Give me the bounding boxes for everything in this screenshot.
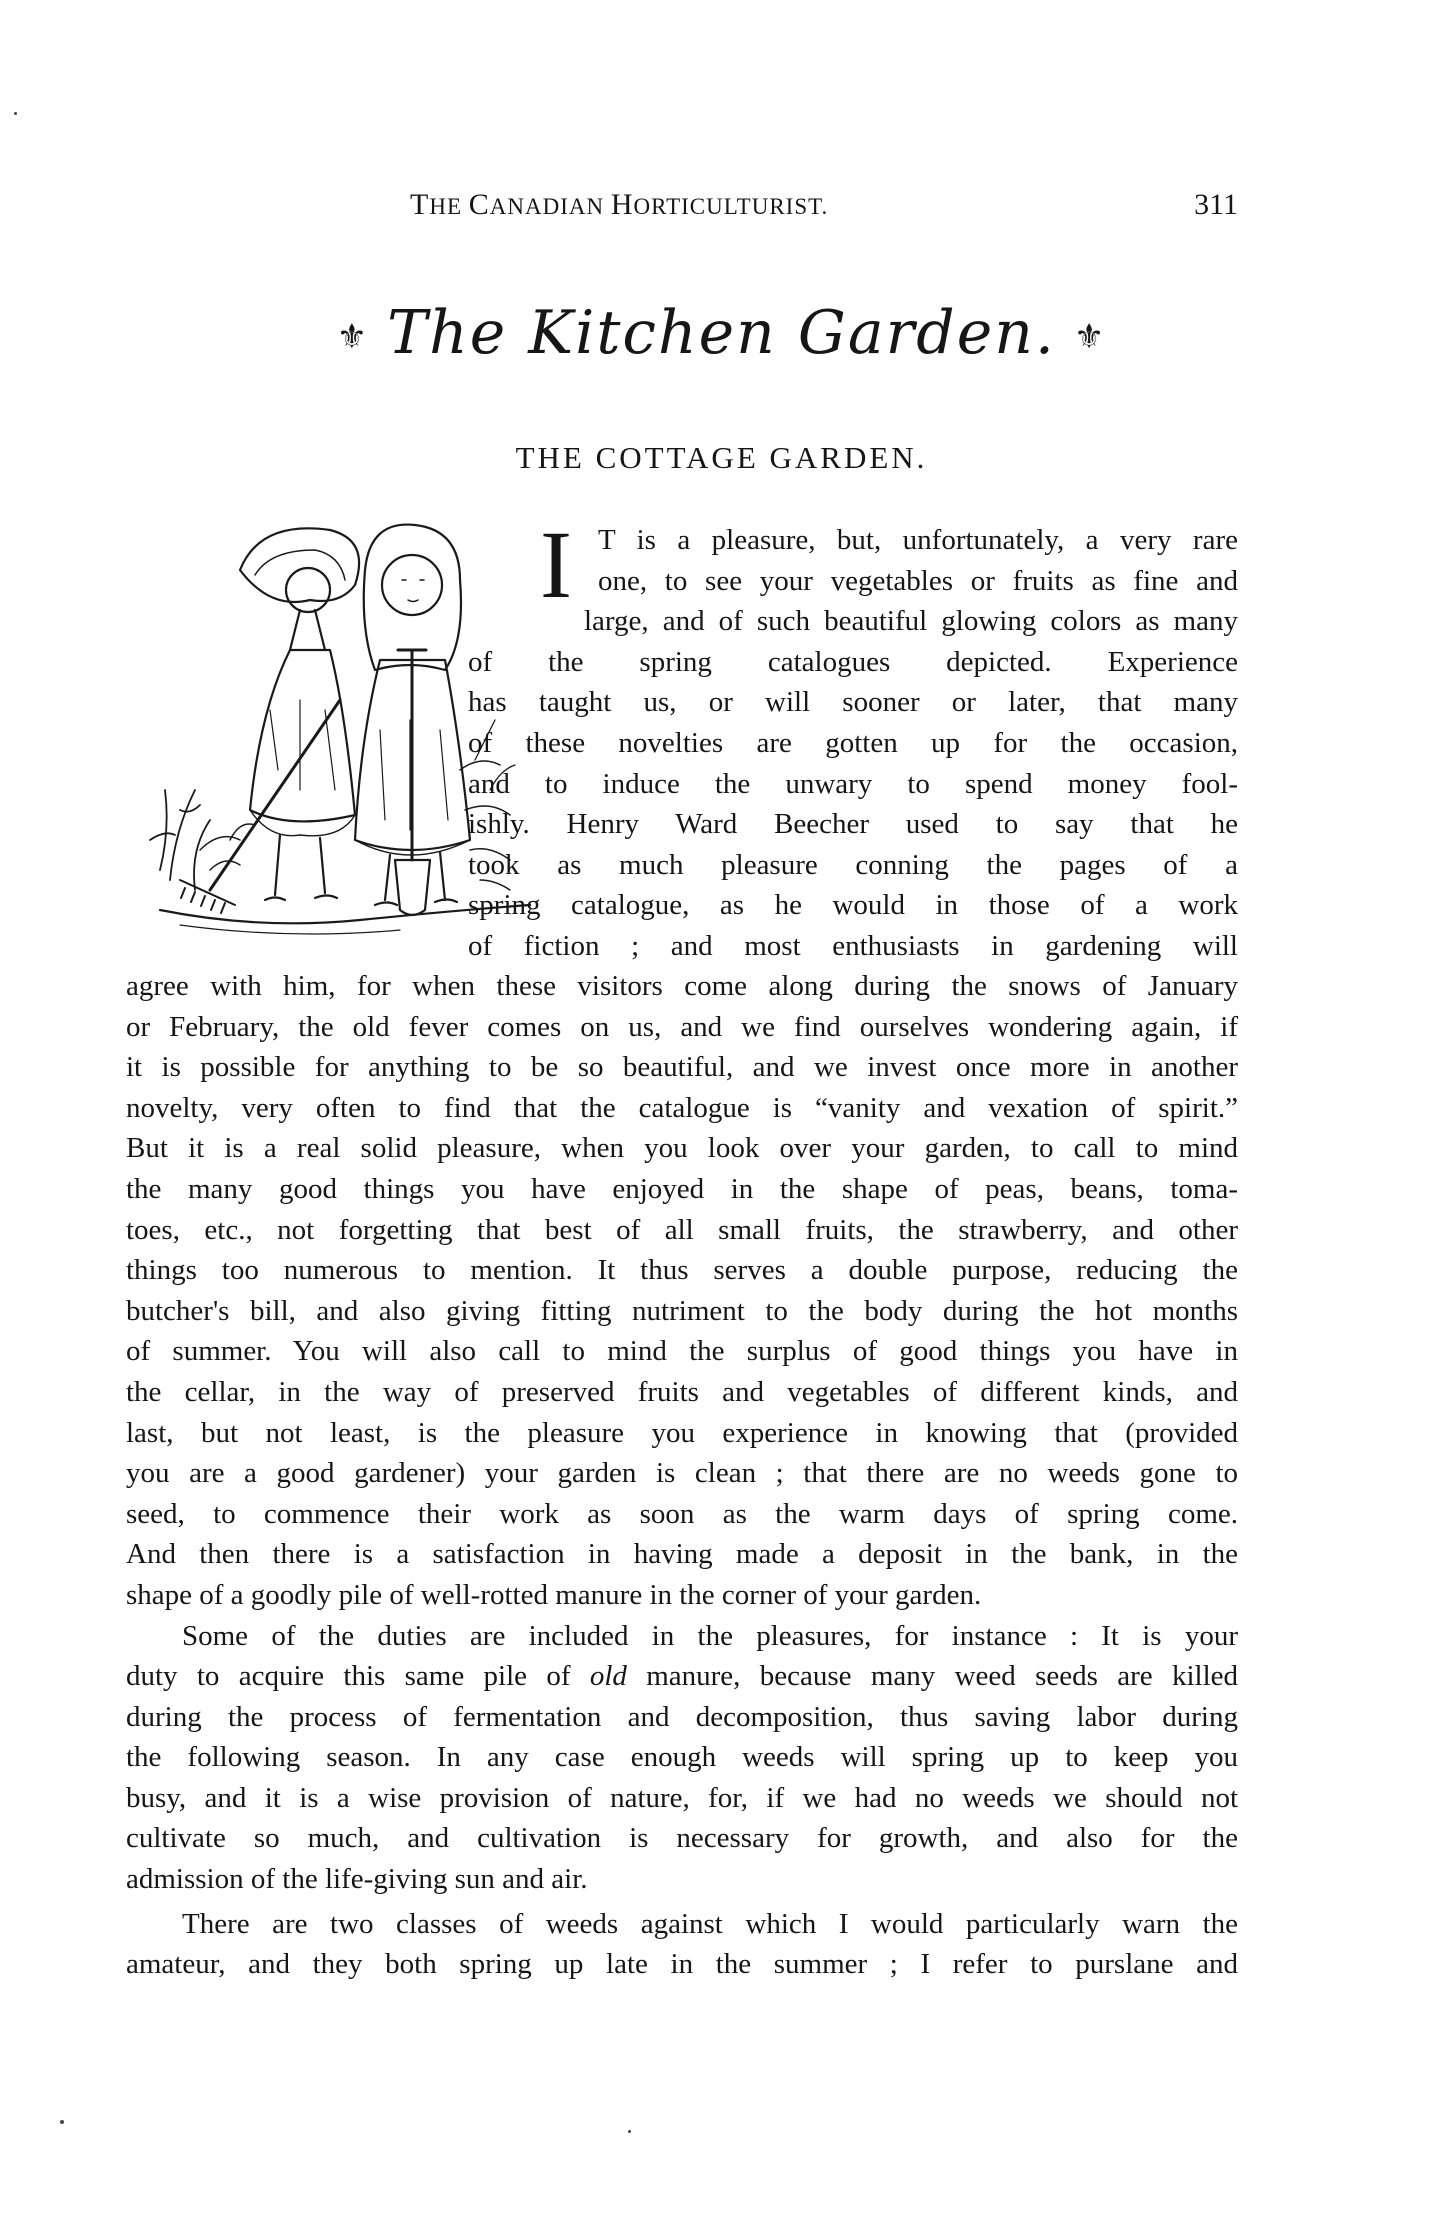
running-head-part: H	[610, 188, 634, 221]
running-head-part: C	[468, 188, 490, 221]
section-title-text: The Kitchen Garden.	[387, 298, 1056, 368]
print-speck	[628, 2130, 631, 2133]
drop-cap: I	[540, 511, 572, 618]
text-line: duty to acquire this same pile of old manure, because many weed seeds are killed	[126, 1660, 1238, 1693]
text-line: or February, the old fever comes on us, and we find ourselves wondering again, if	[126, 1010, 1238, 1043]
print-speck	[14, 112, 17, 115]
text-line: butcher's bill, and also giving fitting nutriment to the body during the hot months	[126, 1294, 1238, 1327]
text-line: large, and of such beautiful glowing colors as many	[583, 605, 1238, 638]
fleuron-left-icon: ⚜	[336, 317, 370, 358]
text-line: admission of the life-giving sun and air.	[126, 1863, 588, 1896]
text-line: There are two classes of weeds against which I would particularly warn the	[182, 1907, 1238, 1940]
page-number: 311	[1194, 188, 1238, 221]
article-title: THE COTTAGE GARDEN.	[515, 440, 928, 475]
text-line: the many good things you have enjoyed in the shape of peas, beans, toma-	[126, 1172, 1238, 1205]
text-line: one, to see your vegetables or fruits as fine and	[597, 564, 1238, 597]
text-line: of the spring catalogues depicted. Experience	[468, 645, 1238, 678]
text-line: cultivate so much, and cultivation is necessary for growth, and also for the	[126, 1822, 1238, 1855]
text-line: agree with him, for when these visitors come along during the snows of January	[126, 970, 1238, 1002]
text-line: you are a good gardener) your garden is clean ; that there are no weeds gone to	[126, 1457, 1238, 1490]
text-line: of fiction ; and most enthusiasts in gardening will	[468, 929, 1238, 962]
body-text	[126, 966, 1238, 1985]
text-line: And then there is a satisfaction in having made a deposit in the bank, in the	[126, 1538, 1238, 1571]
text-line: Some of the duties are included in the pleasures, for instance : It is your	[182, 1619, 1238, 1652]
text-line: of these novelties are gotten up for the occasion,	[468, 726, 1238, 759]
running-head-part: ANADIAN	[489, 194, 611, 219]
section-title	[0, 298, 1443, 368]
fleuron-right-icon: ⚜	[1073, 317, 1107, 358]
text-line: last, but not least, is the pleasure you experience in knowing that (provided	[126, 1416, 1238, 1449]
text-line: shape of a goodly pile of well-rotted manure in the corner of your garden.	[126, 1578, 982, 1611]
text-line: toes, etc., not forgetting that best of all small fruits, the strawberry, and other	[126, 1213, 1238, 1246]
text-line: during the process of fermentation and decomposition, thus saving labor during	[126, 1700, 1238, 1733]
text-line: it is possible for anything to be so beautiful, and we invest once more in another	[126, 1051, 1238, 1084]
text-line: and to induce the unwary to spend money fool-	[468, 767, 1238, 800]
running-head-part: T	[410, 188, 430, 221]
print-speck	[60, 2120, 64, 2124]
text-line: things too numerous to mention. It thus serves a double purpose, reducing the	[126, 1254, 1238, 1287]
text-line: the cellar, in the way of preserved fruits and vegetables of different kinds, and	[126, 1375, 1238, 1408]
text-line: novelty, very often to find that the catalogue is “vanity and vexation of spirit.”	[126, 1091, 1238, 1124]
text-line: has taught us, or will sooner or later, that many	[468, 686, 1238, 719]
text-line: the following season. In any case enough weeds will spring up to keep you	[126, 1741, 1238, 1774]
text-line: took as much pleasure conning the pages of a	[468, 848, 1238, 881]
running-head	[410, 188, 828, 222]
text-line: T is a pleasure, but, unfortunately, a very rare	[597, 524, 1238, 556]
running-head-part: HE	[429, 194, 469, 219]
text-line: of summer. You will also call to mind the surplus of good things you have in	[126, 1335, 1238, 1368]
text-line: seed, to commence their work as soon as the warm days of spring come.	[126, 1497, 1238, 1530]
text-line: amateur, and they both spring up late in the summer ; I refer to purslane and	[126, 1948, 1238, 1981]
text-line: ishly. Henry Ward Beecher used to say that he	[468, 808, 1238, 841]
running-head-part: ORTICULTURIST.	[633, 194, 829, 219]
text-line: busy, and it is a wise provision of nature, for, if we had no weeds we should not	[126, 1781, 1238, 1814]
italic-word: old	[589, 1660, 627, 1693]
text-line: spring catalogue, as he would in those of a work	[468, 889, 1238, 922]
text-line: But it is a real solid pleasure, when you look over your garden, to call to mind	[126, 1132, 1238, 1165]
opening-paragraph	[468, 511, 1238, 967]
